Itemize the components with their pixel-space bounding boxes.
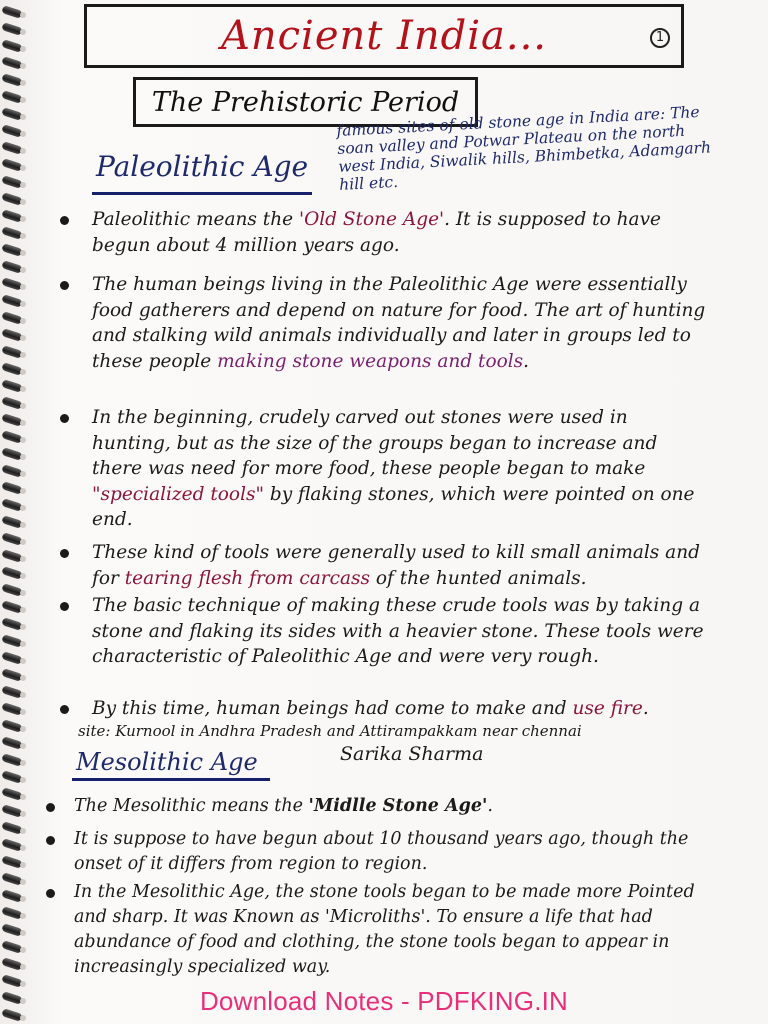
binding-hole (20, 420, 26, 426)
spiral-ring (1, 668, 22, 682)
spiral-binding (0, 0, 30, 1024)
binding-hole (20, 743, 26, 749)
spiral-ring (1, 583, 22, 597)
mesolithic-bullet-3 (46, 880, 708, 980)
binding-hole (20, 641, 26, 647)
binding-hole (20, 930, 26, 936)
binding-hole (20, 845, 26, 851)
mesolithic-heading-underline (72, 778, 270, 781)
binding-hole (20, 879, 26, 885)
bullet-text-part: by flaking stones, which were pointed on one end. (92, 483, 695, 530)
spiral-ring (1, 311, 22, 325)
bullet-text-part: The Mesolithic means the (74, 796, 309, 816)
binding-hole (20, 777, 26, 783)
bullet-text: In the Mesolithic Age, the stone tools began to be made more Pointed and sharp. It was Known as 'Microliths'. To ensure a life that had abundance of food and clothing, the stone tools began to appear in increasingly specialized way. (74, 882, 695, 977)
bullet-dot (46, 889, 55, 898)
page-number: 1 (650, 28, 670, 48)
spiral-ring (1, 430, 22, 444)
binding-hole (20, 488, 26, 494)
binding-hole (20, 607, 26, 613)
spiral-ring (1, 396, 22, 410)
spiral-ring (1, 821, 22, 835)
spiral-ring (1, 872, 22, 886)
bullet-dot (60, 602, 69, 611)
spiral-ring (1, 192, 22, 206)
paleolithic-sites-note: famous sites of old stone age in India are: The soan valley and Potwar Plateau on the north west India, Siwalik hills, Bhimbetka, Adamgarh hill etc. (336, 102, 712, 194)
spiral-ring (1, 855, 22, 869)
binding-hole (20, 675, 26, 681)
bullet-text (92, 272, 708, 374)
binding-hole (20, 947, 26, 953)
author-signature: Sarika Sharma (340, 743, 484, 765)
binding-hole (20, 199, 26, 205)
spiral-ring (1, 940, 22, 954)
spiral-ring (1, 141, 22, 155)
binding-hole (20, 794, 26, 800)
mesolithic-bullet-2 (46, 827, 708, 877)
page-title: Ancient India... (220, 13, 548, 59)
binding-hole (20, 284, 26, 290)
spiral-ring (1, 107, 22, 121)
binding-hole (20, 352, 26, 358)
spiral-ring (1, 413, 22, 427)
paleolithic-heading: Paleolithic Age (96, 150, 309, 183)
binding-hole (20, 131, 26, 137)
bullet-dot (60, 414, 69, 423)
spiral-ring (1, 770, 22, 784)
binding-hole (20, 828, 26, 834)
bullet-text (92, 405, 708, 533)
spiral-ring (1, 906, 22, 920)
spiral-ring (1, 787, 22, 801)
spiral-ring (1, 73, 22, 87)
spiral-ring (1, 22, 22, 36)
spiral-ring (1, 464, 22, 478)
binding-hole (20, 505, 26, 511)
bullet-emphasis: use fire (572, 698, 643, 719)
bullet-dot (60, 281, 69, 290)
spiral-ring (1, 617, 22, 631)
mesolithic-heading: Mesolithic Age (76, 748, 258, 776)
binding-hole (20, 267, 26, 273)
spiral-ring (1, 39, 22, 53)
bullet-emphasis: "specialized tools" (92, 483, 264, 505)
binding-hole (20, 250, 26, 256)
spiral-ring (1, 838, 22, 852)
binding-hole (20, 148, 26, 154)
bullet-dot (60, 216, 69, 225)
binding-hole (20, 896, 26, 902)
binding-hole (20, 301, 26, 307)
binding-hole (20, 403, 26, 409)
spiral-ring (1, 328, 22, 342)
binding-hole (20, 12, 26, 18)
bullet-emphasis: tearing flesh from carcass (124, 567, 370, 589)
bullet-emphasis: making stone weapons and tools (217, 350, 524, 372)
binding-hole (20, 386, 26, 392)
binding-hole (20, 726, 26, 732)
spiral-ring (1, 600, 22, 614)
binding-hole (20, 709, 26, 715)
spiral-ring (1, 634, 22, 648)
spiral-ring (1, 702, 22, 716)
spiral-ring (1, 277, 22, 291)
binding-hole (20, 80, 26, 86)
spiral-ring (1, 923, 22, 937)
paleolithic-bullet-4 (60, 540, 708, 591)
bullet-dot (46, 836, 55, 845)
spiral-ring (1, 447, 22, 461)
spiral-ring (1, 515, 22, 529)
bullet-emphasis: 'Midlle Stone Age' (308, 796, 488, 816)
binding-hole (20, 539, 26, 545)
binding-hole (20, 437, 26, 443)
bullet-text: It is suppose to have begun about 10 thousand years ago, though the onset of it differs from region to region. (74, 829, 689, 874)
spiral-ring (1, 481, 22, 495)
binding-hole (20, 182, 26, 188)
binding-hole (20, 335, 26, 341)
binding-hole (20, 964, 26, 970)
paleolithic-bullet-1 (60, 207, 708, 258)
binding-hole (20, 692, 26, 698)
page-subtitle: The Prehistoric Period (151, 86, 460, 118)
bullet-text (92, 540, 708, 591)
bullet-text-part: In the beginning, crudely carved out stones were used in hunting, but as the size of the groups began to increase and there was need for more food, these people began to make (92, 407, 658, 479)
spiral-ring (1, 532, 22, 546)
spiral-ring (1, 294, 22, 308)
bullet-dot (46, 803, 55, 812)
binding-hole (20, 913, 26, 919)
spiral-ring (1, 804, 22, 818)
spiral-ring (1, 56, 22, 70)
paleolithic-bullet-2 (60, 272, 708, 374)
spiral-ring (1, 566, 22, 580)
bullet-text (92, 207, 708, 258)
spiral-ring (1, 736, 22, 750)
fire-site-note: site: Kurnool in Andhra Pradesh and Attirampakkam near chennai (78, 722, 582, 740)
spiral-ring (1, 5, 22, 19)
paleolithic-bullet-6 (60, 696, 708, 722)
spiral-ring (1, 957, 22, 971)
spiral-ring (1, 753, 22, 767)
binding-hole (20, 369, 26, 375)
binding-hole (20, 760, 26, 766)
spiral-ring (1, 345, 22, 359)
bullet-dot (60, 549, 69, 558)
binding-hole (20, 29, 26, 35)
spiral-ring (1, 209, 22, 223)
binding-hole (20, 862, 26, 868)
paleolithic-bullet-5 (60, 593, 708, 670)
spiral-ring (1, 175, 22, 189)
bullet-text-part: . (487, 796, 493, 816)
bullet-text-part: The human beings living in the Paleolithic Age were essentially food gatherers and depend on nature for food. The art of hunting and stalking wild animals individually and later in groups led to these people (92, 274, 706, 372)
spiral-ring (1, 362, 22, 376)
spiral-ring (1, 498, 22, 512)
spiral-ring (1, 124, 22, 138)
binding-hole (20, 318, 26, 324)
spiral-ring (1, 719, 22, 733)
bullet-text-part: . It is supposed to have begun about 4 million years ago. (92, 209, 661, 256)
paleolithic-bullet-3 (60, 405, 708, 533)
bullet-dot (60, 705, 69, 714)
spiral-ring (1, 226, 22, 240)
bullet-emphasis: 'Old Stone Age' (298, 209, 445, 230)
bullet-text (74, 794, 708, 819)
spiral-ring (1, 651, 22, 665)
binding-hole (20, 46, 26, 52)
title-box (84, 4, 684, 68)
spiral-ring (1, 379, 22, 393)
binding-hole (20, 233, 26, 239)
bullet-text-part: . (523, 350, 530, 372)
binding-hole (20, 522, 26, 528)
binding-hole (20, 811, 26, 817)
bullet-text-part: of the hunted animals. (369, 567, 587, 589)
bullet-text-part: By this time, human beings had come to make and (92, 698, 573, 719)
paleolithic-heading-underline (92, 192, 312, 195)
binding-hole (20, 658, 26, 664)
binding-hole (20, 63, 26, 69)
spiral-ring (1, 549, 22, 563)
binding-hole (20, 590, 26, 596)
spiral-ring (1, 158, 22, 172)
binding-hole (20, 471, 26, 477)
spiral-ring (1, 243, 22, 257)
bullet-text-part: . (642, 698, 649, 719)
binding-hole (20, 97, 26, 103)
binding-hole (20, 216, 26, 222)
mesolithic-bullet-1 (46, 794, 708, 819)
bullet-text-part: Paleolithic means the (92, 209, 299, 230)
spiral-ring (1, 260, 22, 274)
spiral-ring (1, 889, 22, 903)
binding-hole (20, 556, 26, 562)
binding-hole (20, 165, 26, 171)
bullet-text: The basic technique of making these crude tools was by taking a stone and flaking its sides with a heavier stone. These tools were characteristic of Paleolithic Age and were very rough. (92, 595, 704, 667)
bullet-text-part: These kind of tools were generally used to kill small animals and for (92, 542, 700, 589)
spiral-ring (1, 90, 22, 104)
binding-hole (20, 454, 26, 460)
binding-hole (20, 573, 26, 579)
bullet-text (92, 696, 708, 722)
spiral-ring (1, 685, 22, 699)
binding-hole (20, 114, 26, 120)
binding-hole (20, 624, 26, 630)
footer-download-link[interactable]: Download Notes - PDFKING.IN (199, 986, 569, 1016)
